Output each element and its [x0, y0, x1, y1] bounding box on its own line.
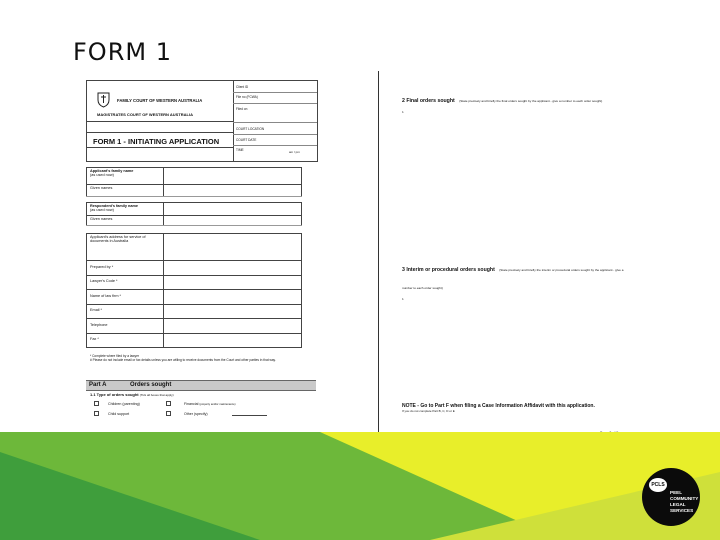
- file-number-label: File no (FCWA): [236, 95, 258, 99]
- cell-divider: [163, 305, 164, 318]
- page-divider: [378, 71, 379, 449]
- children-checkbox[interactable]: [94, 401, 99, 406]
- registry-rule: [233, 145, 317, 146]
- am-pm-label: am / pm: [289, 150, 300, 154]
- logo-line: PEEL: [670, 490, 682, 495]
- type-of-orders-heading: 1.1 Type of orders sought (Tick all boxes that apply): [90, 392, 174, 397]
- part-f-sub-note: If you do not complete Part B, C, D or E: [402, 409, 455, 413]
- cell-divider: [163, 290, 164, 304]
- applicant-family-name-label: Applicant's family name (as used now): [90, 169, 134, 178]
- children-label: Children (parenting): [108, 402, 140, 406]
- court-crest-icon: [97, 91, 110, 108]
- final-orders-section: [402, 89, 632, 114]
- court-name: FAMILY COURT OF WESTERN AUSTRALIA: [117, 98, 203, 103]
- applicant-family-name-row: [87, 168, 301, 185]
- registry-rule: [233, 134, 317, 135]
- part-f-note: NOTE - Go to Part F when filing a Case Information Affidavit with this application.: [402, 403, 595, 409]
- child-support-label: Child support: [108, 412, 130, 416]
- time-label: TIME: [236, 148, 244, 152]
- cell-divider: [163, 261, 164, 275]
- slide-title: FORM 1: [73, 38, 172, 66]
- order-number: 1: [402, 297, 404, 301]
- cell-divider: [163, 276, 164, 289]
- filed-on-label: Filed on: [236, 107, 248, 111]
- financial-checkbox[interactable]: [166, 401, 171, 406]
- applicant-table: [86, 167, 302, 197]
- court-location-label: COURT LOCATION: [236, 127, 265, 131]
- court-name-2: MAGISTRATES COURT OF WESTERN AUSTRALIA: [97, 112, 193, 117]
- cell-divider: [163, 203, 164, 215]
- other-specify-line: [232, 415, 267, 416]
- prepared-by-row: [87, 261, 301, 276]
- table-spacer: [86, 225, 302, 232]
- interim-orders-heading: 3 Interim or procedural orders sought (State precisely and briefly the interim or procedural orders sought by the applicant - give a number to each order sought): [402, 267, 624, 290]
- address-for-service-row: [87, 234, 301, 261]
- respondent-family-name-row: [87, 203, 301, 216]
- form-header: [86, 80, 318, 162]
- lawyers-code-label: Lawyer's Code *: [90, 279, 118, 283]
- cell-divider: [163, 216, 164, 225]
- telephone-label: Telephone: [90, 323, 108, 327]
- client-id-label: Client ID: [236, 85, 249, 89]
- other-checkbox[interactable]: [166, 411, 171, 416]
- fax-label: Fax *: [90, 337, 99, 341]
- email-label: Email *: [90, 308, 103, 312]
- logo-line: COMMUNITY: [670, 496, 699, 501]
- header-rule: [87, 132, 233, 133]
- respondent-table: [86, 202, 302, 226]
- note-section: [402, 403, 595, 413]
- cell-divider: [163, 319, 164, 333]
- header-rule: [87, 121, 233, 122]
- form-notes: [90, 354, 305, 362]
- cell-divider: [163, 234, 164, 260]
- part-a-title: Orders sought: [130, 382, 172, 388]
- registry-rule: [233, 103, 317, 104]
- cell-divider: [163, 168, 164, 184]
- law-firm-label: Name of law firm *: [90, 294, 122, 298]
- part-a-label: Part A: [89, 382, 107, 388]
- law-firm-row: [87, 290, 301, 305]
- applicant-given-names-row: [87, 185, 301, 196]
- court-date-label: COURT DATE: [236, 138, 257, 142]
- part-a-bar: [86, 380, 316, 391]
- prepared-by-label: Prepared by *: [90, 265, 114, 269]
- final-orders-heading: 2 Final orders sought (State precisely and briefly the final orders sought by the applicant - give a number to each order sought): [402, 98, 603, 104]
- address-for-service-label: Applicant's address for service of documents in Australia: [90, 235, 146, 244]
- telephone-row: [87, 319, 301, 334]
- interim-orders-section: [402, 258, 632, 301]
- cell-divider: [163, 185, 164, 196]
- logo-line: SERVICES: [670, 508, 694, 513]
- header-rule: [87, 147, 233, 148]
- given-names-label: Given names: [90, 217, 113, 221]
- fax-row: [87, 334, 301, 347]
- form-title: FORM 1 - INITIATING APPLICATION: [93, 137, 220, 146]
- respondent-given-names-row: [87, 216, 301, 225]
- service-table: [86, 233, 302, 348]
- registry-rule: [233, 122, 317, 123]
- note-item: # Please do not include email or fax details unless you are willing to receive documents from the Court and other parties in that way.: [90, 358, 276, 362]
- note-item: * Complete where filed by a lawyer: [90, 354, 140, 358]
- email-row: [87, 305, 301, 319]
- order-number: 1: [402, 110, 404, 114]
- pcls-badge: PCLS: [649, 478, 667, 492]
- lawyers-code-row: [87, 276, 301, 290]
- financial-label: Financial (property and/or maintenance): [184, 402, 236, 406]
- respondent-family-name-label: Respondent's family name (as used now): [90, 204, 138, 213]
- other-label: Other (specify): [184, 412, 208, 416]
- form-page-1: [86, 80, 318, 445]
- decorative-band: [0, 432, 720, 540]
- given-names-label: Given names: [90, 186, 113, 190]
- registry-rule: [233, 92, 317, 93]
- header-divider: [233, 81, 234, 161]
- child-support-checkbox[interactable]: [94, 411, 99, 416]
- logo-line: LEGAL: [670, 502, 686, 507]
- cell-divider: [163, 334, 164, 347]
